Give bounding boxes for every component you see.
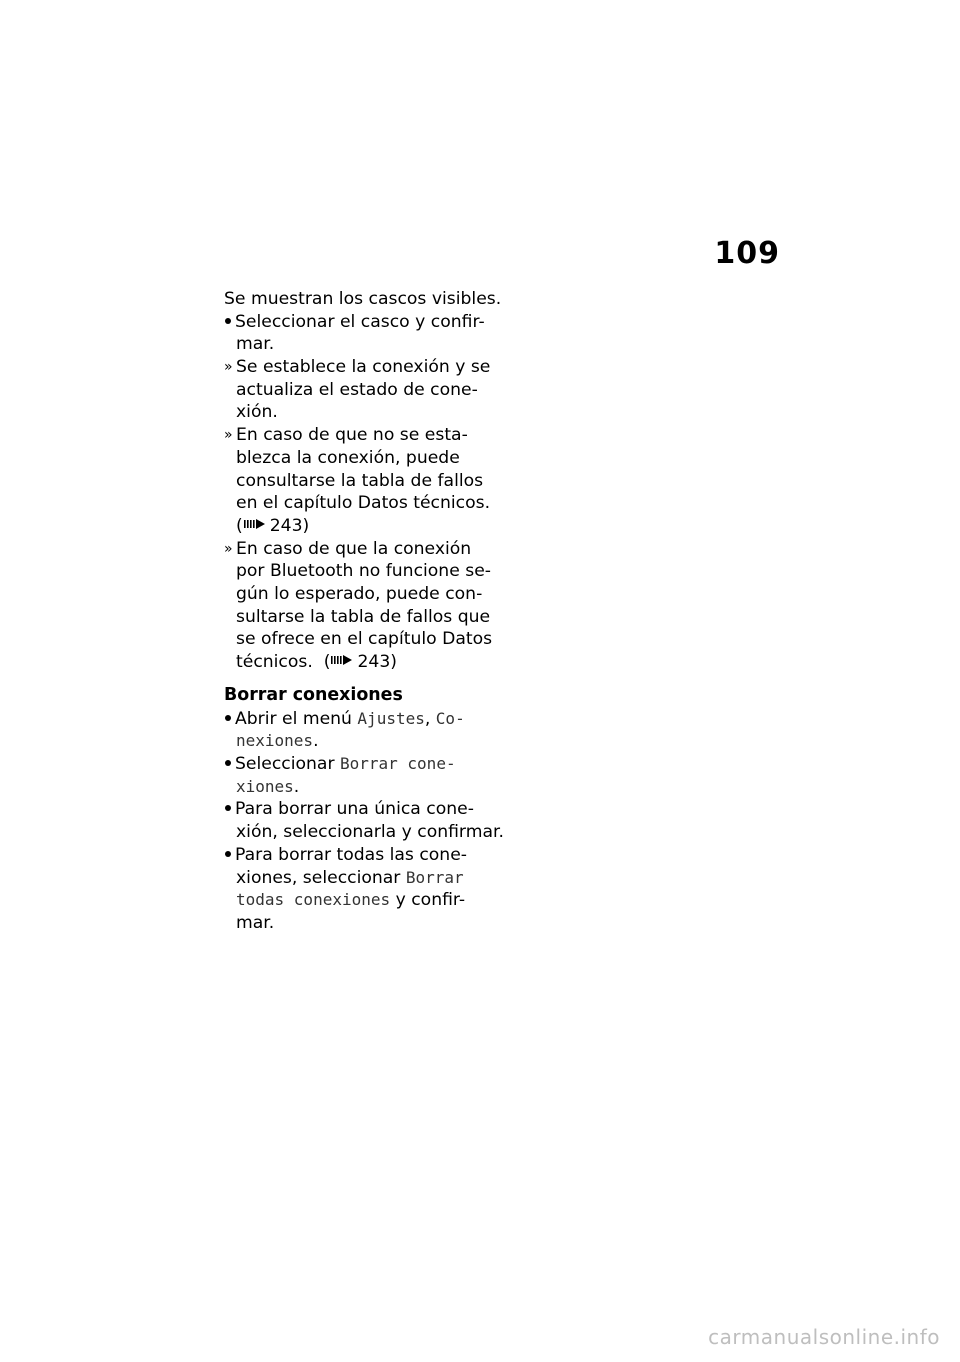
menu-connections: nexiones	[236, 731, 314, 751]
result-connection-established: » Se establece la conexión y se	[224, 357, 491, 378]
result-connection-established-cont: actualiza el estado de cone-	[236, 379, 478, 400]
step-delete-all-cont: mar.	[236, 912, 275, 933]
bullet-icon	[225, 760, 231, 766]
result-no-connection-cont: blezca la conexión, puede	[236, 447, 460, 468]
bullet-icon	[225, 851, 231, 857]
menu-delete-all: todas conexiones	[236, 890, 391, 910]
step-select-delete-cont: xiones.	[236, 776, 300, 797]
bullet-icon	[225, 318, 231, 324]
page-reference-arrow-icon	[244, 518, 266, 530]
watermark: carmanualsonline.info	[708, 1325, 940, 1349]
result-no-connection-cont: en el capítulo Datos técnicos.	[236, 493, 491, 514]
content-column	[224, 288, 504, 935]
bullet-icon	[225, 715, 231, 721]
result-bluetooth-issue-ref: técnicos. ( 243)	[236, 652, 397, 672]
result-bluetooth-issue-cont: por Bluetooth no funcione se-	[236, 561, 491, 582]
step-open-menu: Abrir el menú Ajustes, Co-	[224, 708, 500, 731]
section-heading: Borrar conexiones	[224, 684, 403, 705]
page-reference-arrow-icon	[331, 654, 353, 666]
menu-delete-all: Borrar	[405, 867, 464, 887]
result-bluetooth-issue: » En caso de que la conexión	[224, 538, 472, 559]
step-select-helmet: Seleccionar el casco y confir-	[224, 311, 500, 334]
step-select-delete: Seleccionar Borrar cone-	[224, 753, 500, 776]
step-delete-single: Para borrar una única cone-	[224, 798, 500, 821]
result-connection-established-cont: xión.	[236, 402, 278, 423]
step-delete-single-cont: xión, seleccionarla y confirmar.	[236, 822, 504, 843]
page-reference-link[interactable]: ( 243)	[323, 652, 397, 672]
menu-delete-connections: xiones	[236, 776, 294, 796]
step-delete-all-cont: xiones, seleccionar Borrar	[236, 867, 464, 888]
result-no-connection: » En caso de que no se esta-	[224, 425, 468, 446]
menu-settings: Ajustes	[357, 708, 425, 728]
step-select-helmet-cont: mar.	[236, 334, 275, 355]
page-reference-link[interactable]: ( 243)	[236, 515, 310, 536]
step-delete-all: Para borrar todas las cone-	[224, 844, 500, 867]
result-no-connection-cont: consultarse la tabla de fallos	[236, 470, 484, 491]
intro-text: Se muestran los cascos visibles.	[224, 289, 502, 309]
result-bluetooth-issue-cont: se ofrece en el capítulo Datos	[236, 629, 493, 650]
step-delete-all-cont: todas conexiones y confir-	[236, 890, 466, 911]
step-open-menu-cont: nexiones.	[236, 731, 319, 752]
bullet-icon	[225, 805, 231, 811]
result-bluetooth-issue-cont: sultarse la tabla de fallos que	[236, 606, 491, 627]
menu-connections: Co-	[435, 708, 465, 728]
result-marker-icon: »	[224, 359, 233, 376]
result-marker-icon: »	[224, 427, 233, 444]
result-bluetooth-issue-cont: gún lo esperado, puede con-	[236, 583, 483, 604]
page-number: 109	[714, 236, 780, 271]
menu-delete-connections: Borrar cone-	[339, 754, 456, 774]
result-marker-icon: »	[224, 540, 233, 557]
